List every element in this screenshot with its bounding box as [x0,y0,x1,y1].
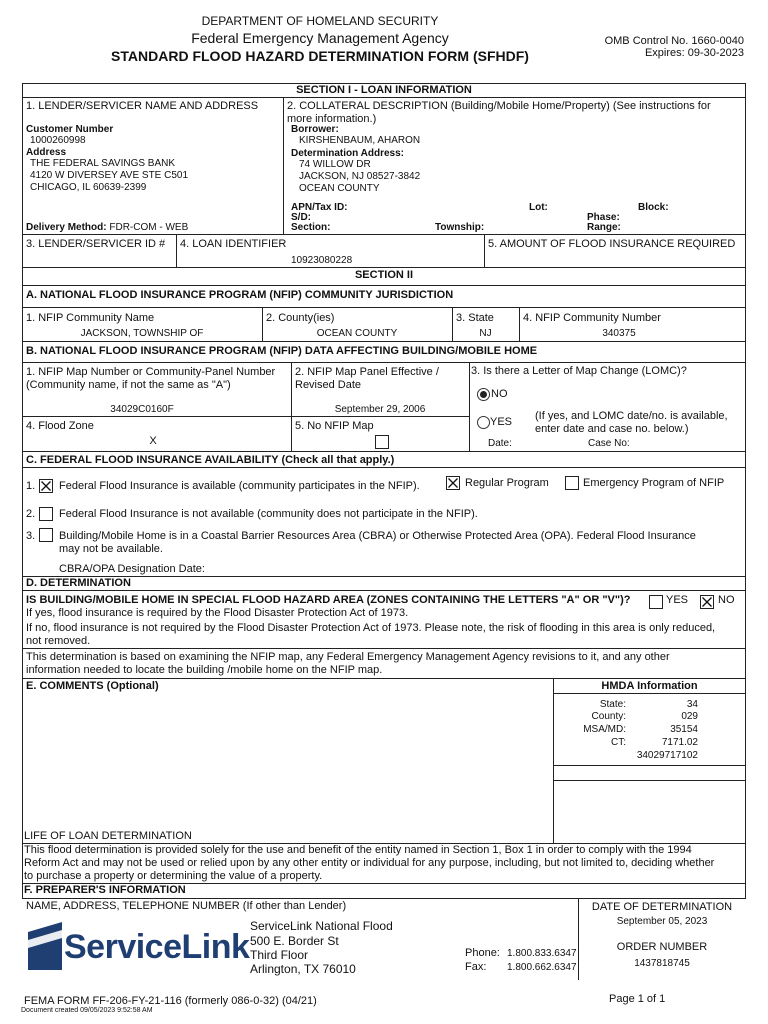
document-created: Document created 09/05/2023 9:52:58 AM [21,1007,153,1014]
lomc-yes-radio[interactable] [477,416,490,429]
c3-number: 3. [26,530,36,542]
address-line-2: 4120 W DIVERSEY AVE STE C501 [30,170,189,181]
section-e-title: E. COMMENTS (Optional) [26,680,159,692]
check-x-icon [701,596,713,608]
section-a-title: A. NATIONAL FLOOD INSURANCE PROGRAM (NFIP) COMMUNITY JURISDICTION [26,289,454,301]
customer-number: 1000260998 [30,135,86,146]
section-2-title: SECTION II [354,269,414,281]
sfha-yes-label: YES [666,594,689,606]
map-number-label-2: (Community name, if not the same as "A") [26,379,231,391]
agency-name: Federal Emergency Management Agency [191,30,449,46]
lomc-label: 3. Is there a Letter of Map Change (LOMC)? [471,365,687,377]
hmda-county-label: County: [591,711,626,722]
county-label: 2. County(ies) [266,312,335,324]
map-number-label: 1. NFIP Map Number or Community-Panel Number [26,366,276,378]
disclaimer-line-2: Reform Act and may not be used or relied upon by any other entity or individual for any purpose, including, but not limited to, deciding whether [24,857,715,869]
hmda-msa-label: MSA/MD: [583,724,626,735]
date-of-determination-label: DATE OF DETERMINATION [591,901,733,913]
section-b-title: B. NATIONAL FLOOD INSURANCE PROGRAM (NFIP) DATA AFFECTING BUILDING/MOBILE HOME [26,345,538,357]
lomc-no-radio[interactable] [477,388,490,401]
determination-line-4: This determination is based on examining the NFIP map, any Federal Emergency Management Agency revisions to it, and any other [26,651,670,663]
determination-address-line-1: 74 WILLOW DR [299,159,371,170]
determination-line-3: not removed. [26,635,91,647]
borrower-name: KIRSHENBAUM, AHARON [299,135,421,146]
preparer-address-3: Arlington, TX 76010 [250,962,356,976]
flood-zone-label: 4. Flood Zone [26,420,94,432]
c2-number: 2. [26,508,36,520]
frame-right [745,83,746,899]
determination-line-5: information needed to locate the building /mobile home on the NFIP map. [26,664,383,676]
c1-checkbox[interactable] [39,479,53,493]
sd-label: S/D: [291,212,311,223]
flood-zone: X [149,435,157,447]
c3-text-2: may not be available. [59,543,163,555]
lomc-case-label: Case No: [588,438,630,449]
sfha-no-checkbox[interactable] [700,595,714,609]
servicelink-logo-text: ServiceLink [64,928,250,966]
section-label: Section: [291,222,331,233]
c3-text: Building/Mobile Home is in a Coastal Barrier Resources Area (CBRA) or Otherwise Protected Area (OPA). Federal Flood Insurance [59,530,696,542]
borrower-label: Borrower: [291,124,339,135]
collateral-label: 2. COLLATERAL DESCRIPTION (Building/Mobile Home/Property) (See instructions for [287,100,711,112]
hmda-state: 34 [686,699,698,710]
lender-id-label: 3. LENDER/SERVICER ID # [26,238,166,250]
address-label: Address [26,147,67,158]
lot-label: Lot: [529,202,548,213]
page-number: Page 1 of 1 [609,993,666,1005]
hmda-ct: 7171.02 [661,737,698,748]
determination-address-line-3: OCEAN COUNTY [299,183,380,194]
emergency-program-label: Emergency Program of NFIP [583,477,725,489]
order-number-label: ORDER NUMBER [616,941,708,953]
panel-date-label: 2. NFIP Map Panel Effective / [295,366,439,378]
no-nfip-map-checkbox[interactable] [375,435,389,449]
section-1-title: SECTION I - LOAN INFORMATION [296,84,472,96]
lomc-note: (If yes, and LOMC date/no. is available, [535,410,728,422]
order-number: 1437818745 [634,958,690,969]
flood-insurance-amount-label: 5. AMOUNT OF FLOOD INSURANCE REQUIRED [488,238,736,250]
state: NJ [479,328,492,339]
determination-address-line-2: JACKSON, NJ 08527-3842 [299,171,421,182]
section-c-title: C. FEDERAL FLOOD INSURANCE AVAILABILITY (Check all that apply.) [26,454,395,466]
no-nfip-map-label: 5. No NFIP Map [295,420,374,432]
c3-checkbox[interactable] [39,528,53,542]
county: OCEAN COUNTY [316,328,398,339]
c2-text: Federal Flood Insurance is not available (community does not participate in the NFIP). [59,508,478,520]
date-of-determination: September 05, 2023 [616,916,708,927]
apn-label: APN/Tax ID: [291,202,348,213]
determination-line-2: If no, flood insurance is not required by the Flood Disaster Protection Act of 1973. Please note, the risk of flooding in this area is only reduced, [26,622,716,634]
loan-identifier-label: 4. LOAN IDENTIFIER [180,238,287,250]
sfha-no-label: NO [718,594,735,606]
hmda-county: 029 [681,711,698,722]
cbra-designation-label: CBRA/OPA Designation Date: [59,563,205,575]
sfha-yes-checkbox[interactable] [649,595,663,609]
hmda-code: 34029717102 [636,750,698,761]
customer-number-label: Customer Number [26,124,114,135]
c1-text: Federal Flood Insurance is available (community participates in the NFIP). [59,480,420,492]
panel-date-label-2: Revised Date [295,379,362,391]
section-d-title: D. DETERMINATION [26,577,131,589]
fax-number: 1.800.662.6347 [507,962,577,973]
community-name-label: 1. NFIP Community Name [26,312,155,324]
preparer-address-1: 500 E. Border St [250,934,339,948]
panel-date: September 29, 2006 [334,404,426,415]
preparer-address-2: Third Floor [250,948,309,962]
disclaimer-line-3: to purchase a property or determining the value of a property. [24,870,323,882]
lomc-yes-label: YES [490,416,513,428]
phone-number: 1.800.833.6347 [507,948,577,959]
phase-label: Phase: [587,212,620,223]
servicelink-logo-icon [28,922,62,970]
lomc-date-label: Date: [488,438,512,449]
loan-identifier: 10923080228 [291,255,353,266]
expiration-date: Expires: 09-30-2023 [644,47,744,59]
hmda-title: HMDA Information [601,680,698,692]
address-line-3: CHICAGO, IL 60639-2399 [30,182,147,193]
township-label: Township: [435,222,485,233]
hmda-ct-label: CT: [611,737,626,748]
form-identifier: FEMA FORM FF-206-FY-21-116 (formerly 086-0-32) (04/21) [24,995,317,1007]
delivery-method: Delivery Method: FDR-COM - WEB [26,222,189,233]
preparer-name: ServiceLink National Flood [250,919,393,933]
emergency-program-checkbox[interactable] [565,476,579,490]
life-of-loan-determination: LIFE OF LOAN DETERMINATION [24,830,192,842]
department-name: DEPARTMENT OF HOMELAND SECURITY [201,14,439,28]
fax-label: Fax: [465,961,487,973]
form-title: STANDARD FLOOD HAZARD DETERMINATION FORM (SFHDF) [111,48,529,64]
check-x-icon [447,477,459,489]
omb-control: OMB Control No. 1660-0040 [604,35,744,47]
c2-checkbox[interactable] [39,507,53,521]
sfha-question: IS BUILDING/MOBILE HOME IN SPECIAL FLOOD HAZARD AREA (ZONES CONTAINING THE LETTERS "A" OR "V")? [26,594,631,606]
lomc-no-label: NO [491,388,508,400]
regular-program-checkbox[interactable] [446,476,460,490]
community-name: JACKSON, TOWNSHIP OF [80,328,204,339]
regular-program-label: Regular Program [465,477,549,489]
determination-line-1: If yes, flood insurance is required by the Flood Disaster Protection Act of 1973. [26,607,409,619]
community-number: 340375 [602,328,636,339]
check-x-icon [40,480,52,492]
frame-left [22,83,23,899]
hmda-msa: 35154 [670,724,698,735]
range-label: Range: [587,222,621,233]
map-number: 34029C0160F [110,404,174,415]
address-line-1: THE FEDERAL SAVINGS BANK [30,158,176,169]
state-label: 3. State [456,312,494,324]
block-label: Block: [638,202,669,213]
lender-label: 1. LENDER/SERVICER NAME AND ADDRESS [26,100,259,112]
community-number-label: 4. NFIP Community Number [523,312,661,324]
disclaimer-line-1: This flood determination is provided solely for the use and benefit of the entity named in Section 1, Box 1 in order to comply with the 1994 [24,844,692,856]
frame-bottom [22,898,746,899]
preparer-label: NAME, ADDRESS, TELEPHONE NUMBER (If other than Lender) [26,900,347,912]
collateral-label-2: more information.) [287,113,377,125]
determination-address-label: Determination Address: [291,148,404,159]
hmda-state-label: State: [599,699,626,710]
section-f-title: F. PREPARER'S INFORMATION [24,884,186,896]
phone-label: Phone: [465,947,500,959]
c1-number: 1. [26,480,36,492]
lomc-note-2: enter date and case no. below.) [535,423,689,435]
